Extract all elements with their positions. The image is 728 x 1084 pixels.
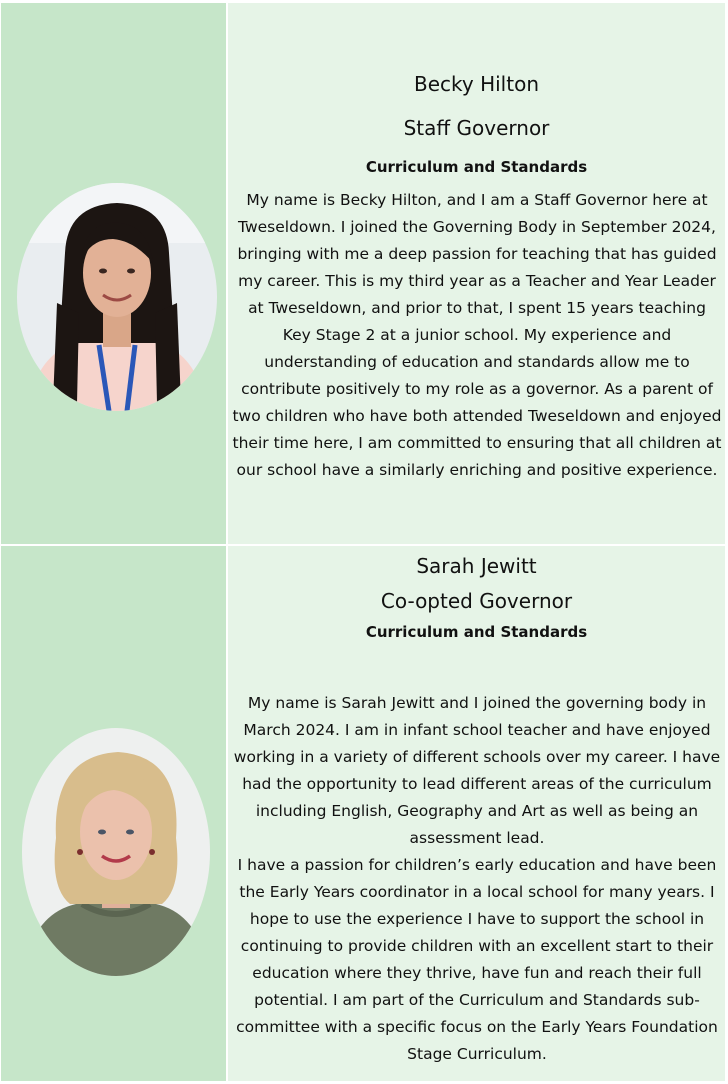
becky-hilton-photo — [17, 183, 217, 411]
bio-paragraph-1: My name is Sarah Jewitt and I joined the governing body in March 2024. I am in infant school teacher and have enjoyed working in a variety of different schools over my career. I have had the opportunity to lead different areas of the curriculum including English, Geography and Art as well as being an assessment lead. — [233, 694, 721, 847]
governor-role: Co-opted Governor — [380, 589, 573, 613]
governor-text-cell — [228, 546, 725, 1081]
bio-paragraph: My name is Becky Hilton, and I am a Staff Governor here at Tweseldown. I joined the Governing Body in September 2024, bringing with me a deep passion for teaching that has guided my career. This is my third year as a Teacher and Year Leader at Tweseldown, and prior to that, I spent 15 years teaching Key Stage 2 at a junior school. My experience and understanding of education and standards allow me to contribute positively to my role as a governor. As a parent of two children who have both attended Tweseldown and enjoyed their time here, I am committed to ensuring that all children at our school have a similarly enriching and positive experience. — [232, 191, 722, 479]
governor-role: Staff Governor — [403, 116, 550, 140]
governor-text-cell — [228, 3, 725, 544]
governor-name: Becky Hilton — [414, 72, 539, 96]
governor-committee: Curriculum and Standards — [365, 158, 588, 176]
photo-cell — [1, 3, 226, 544]
photo-cell — [1, 546, 226, 1081]
governor-bio — [232, 187, 722, 484]
governors-table — [1, 3, 725, 1081]
bio-paragraph-2: I have a passion for children’s early education and have been the Early Years coordinator in a local school for many years. I hope to use the experience I have to support the school in continuing to provide children with an excellent start to their education where they thrive, have fun and reach their full potential. I am part of the Curriculum and Standards sub-committee with a specific focus on the Early Years Foundation Stage Curriculum. — [236, 856, 718, 1063]
governor-name: Sarah Jewitt — [416, 554, 537, 578]
governor-bio — [232, 690, 722, 1068]
governor-committee: Curriculum and Standards — [365, 623, 588, 641]
governor-row-becky — [1, 3, 725, 544]
governor-row-sarah — [1, 546, 725, 1081]
sarah-jewitt-photo — [22, 728, 210, 976]
